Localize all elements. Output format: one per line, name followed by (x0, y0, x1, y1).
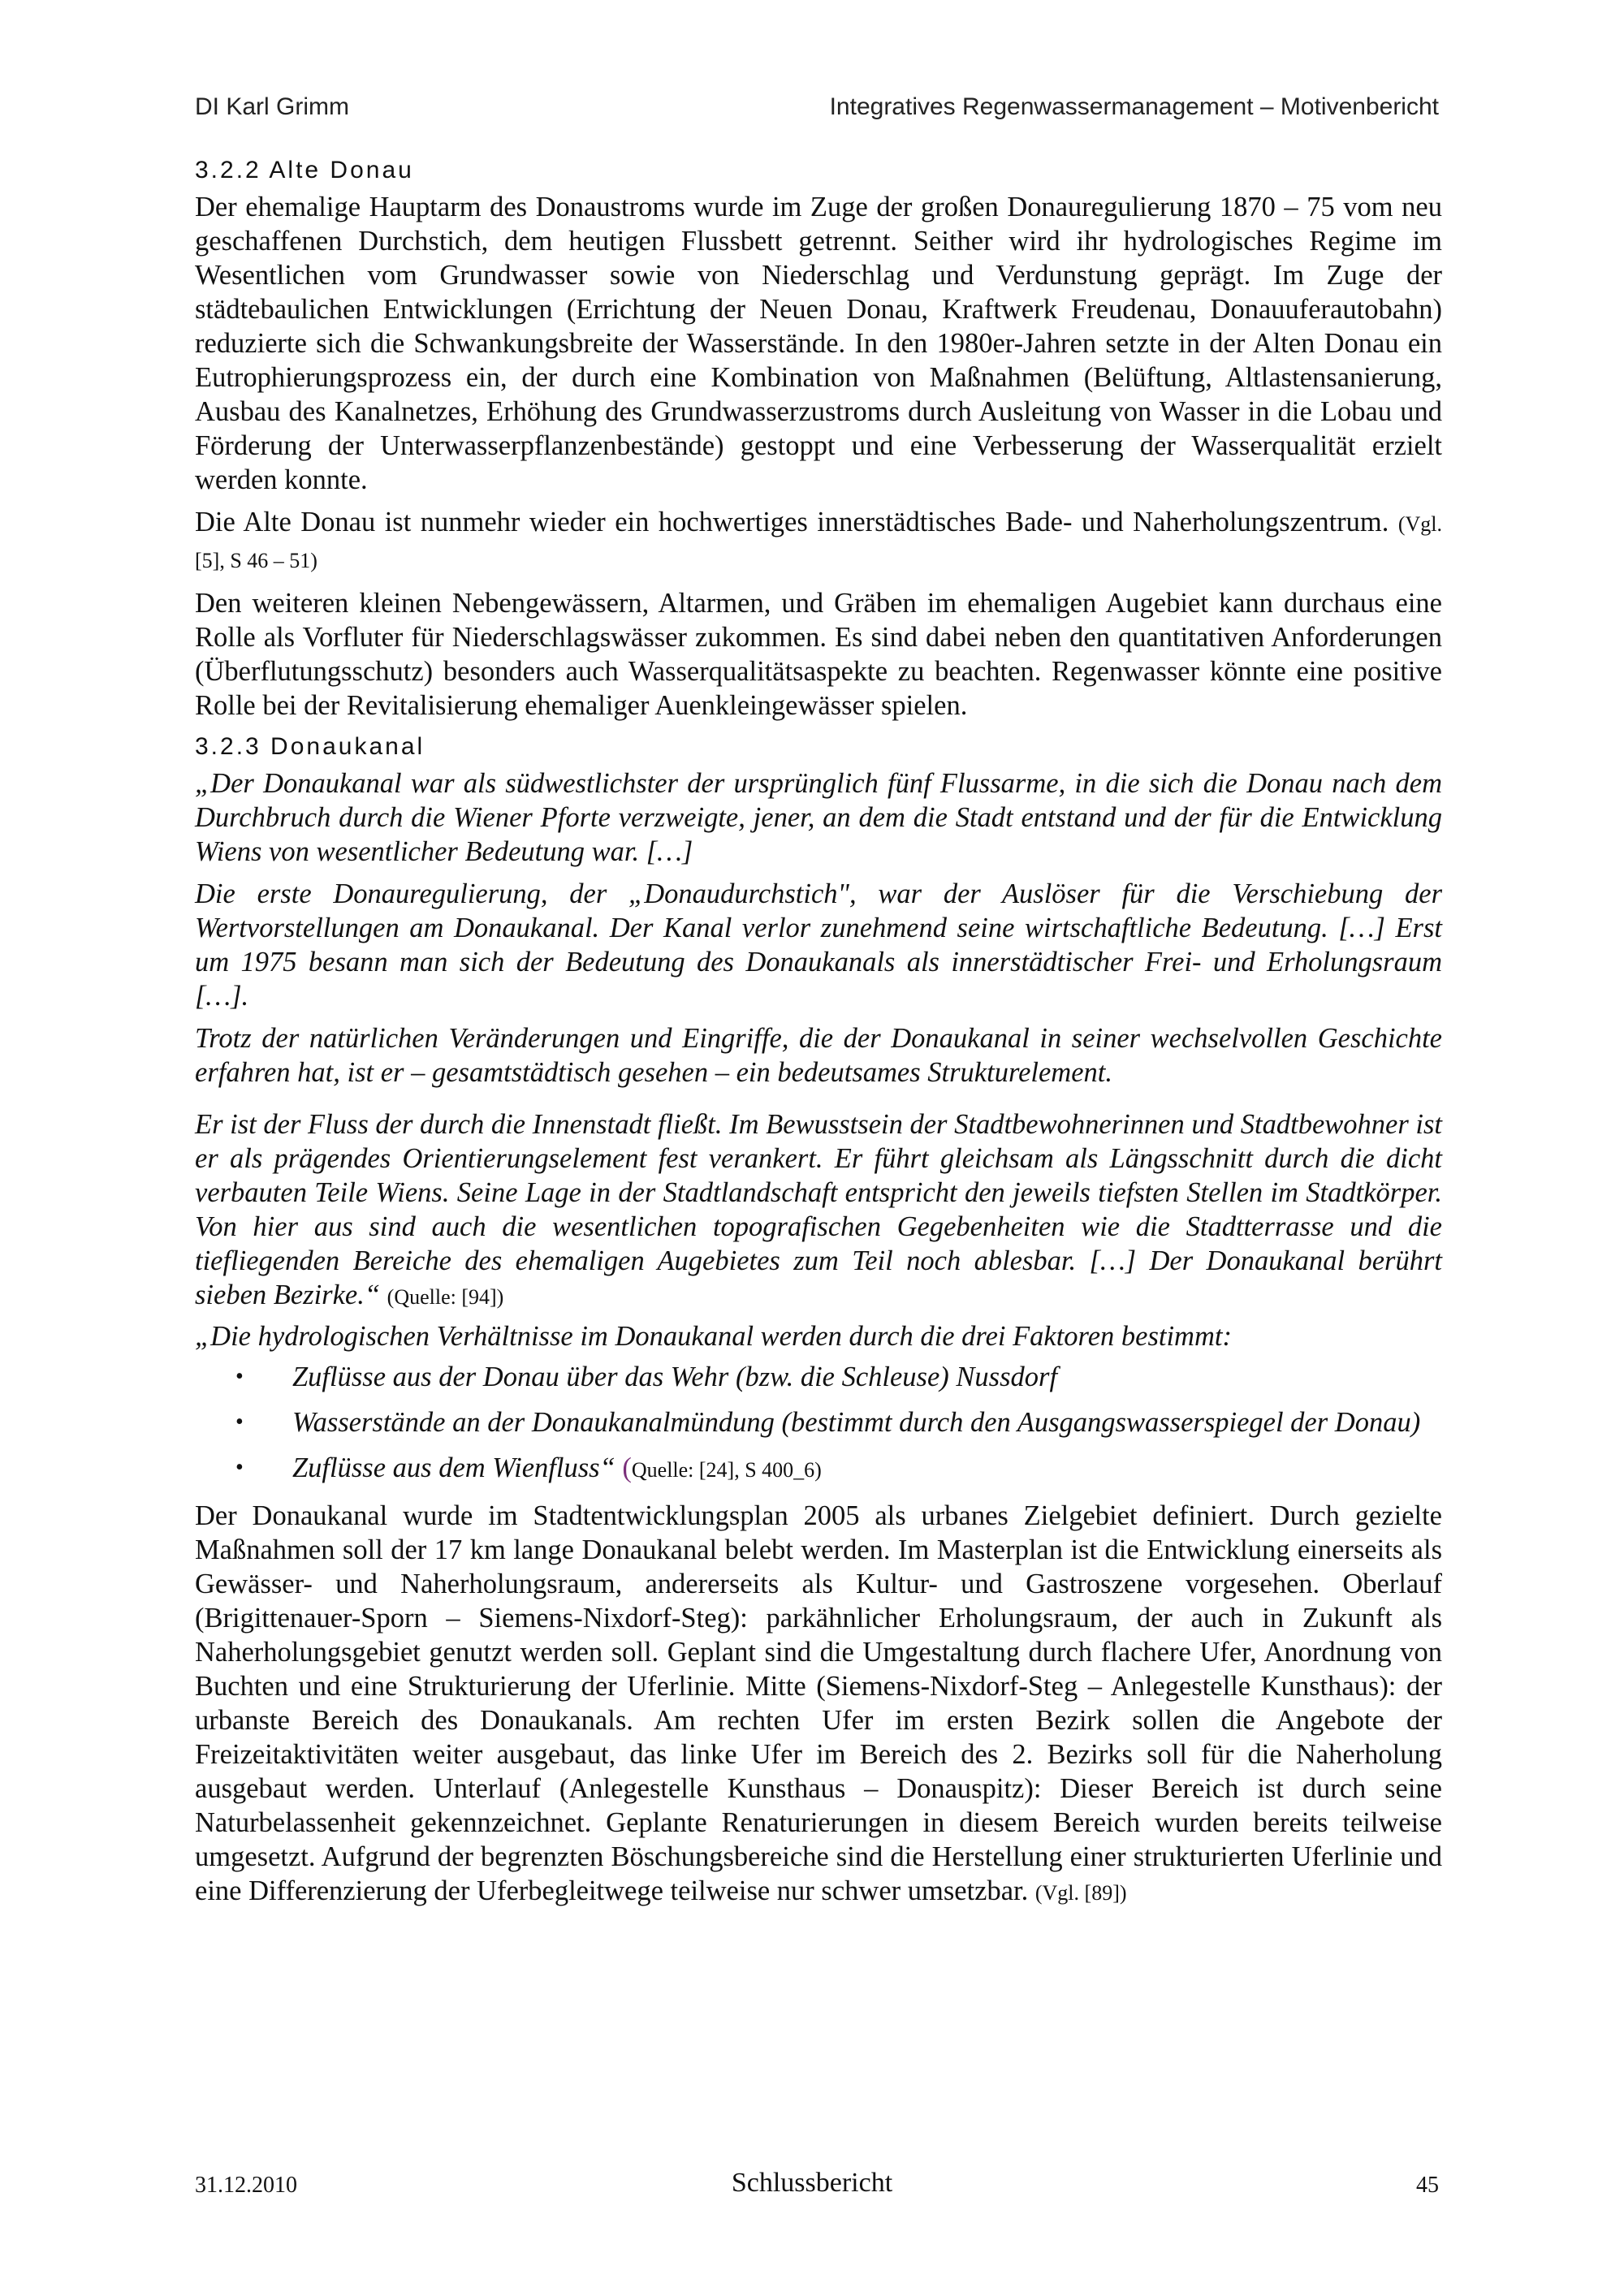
quote-paragraph: „Die hydrologischen Verhältnisse im Donaukanal werden durch die drei Faktoren bestimmt: (195, 1321, 1232, 1352)
citation: (Quelle: [94]) (387, 1285, 504, 1309)
list-item: • Zuflüsse aus der Donau über das Wehr (bzw. die Schleuse) Nussdorf (235, 1362, 1058, 1392)
paragraph-text: Der Donaukanal wurde im Stadtentwicklungsplan 2005 als urbanes Zielgebiet definiert. Durch gezielte Maßnahmen soll der 17 km lange Donaukanal belebt werden. Im Masterplan ist die Entwicklung einerseits als Gewässer- und Naherholungsraum, andererseits als Kultur- und Gastroszene vorgesehen. Oberlauf (Brigittenauer-Sporn – Siemens-Nixdorf-Steg): parkähnlicher Erholungsraum, der auch in Zukunft als Naherholungsgebiet genutzt werden soll. Geplant sind die Umgestaltung durch flachere Ufer, Anordnung von Buchten und eine Strukturierung der Uferlinie. Mitte (Siemens-Nixdorf-Steg – Anlegestelle Kunsthaus): der urbanste Bereich des Donaukanals. Am rechten Ufer im ersten Bezirk sollen die Angebote der Freizeitaktivitäten weiter ausgebaut, das linke Ufer im Bereich des 2. Bezirks soll für die Naherholung ausgebaut werden. Unterlauf (Anlegestelle Kunsthaus – Donauspitz): Dieser Bereich ist durch seine Naturbelassenheit gekennzeichnet. Geplante Renaturierungen in diesem Bereich wurden bereits teilweise umgesetzt. Aufgrund der begrenzten Böschungsbereiche sind die Herstellung einer strukturierten Uferlinie und eine Differenzierung der Uferbegleitwege teilweise nur schwer umsetzbar. (195, 1500, 1442, 1906)
header-title: Integratives Regenwassermanagement – Motivenbericht (829, 93, 1439, 120)
citation-paren: ( (622, 1452, 632, 1483)
citation: (Vgl. [89]) (1034, 1881, 1127, 1905)
list-item: • Wasserstände an der Donaukanalmündung (bestimmt durch den Ausgangswasserspiegel der Donau) (235, 1407, 1421, 1438)
bullet-list (195, 1360, 1442, 1487)
document-body (195, 154, 1442, 1918)
section-heading-alte-donau: 3.2.2 Alte Donau (195, 157, 414, 183)
list-item: • Zuflüsse aus dem Wienfluss“ (Quelle: [24], S 400_6) (235, 1452, 822, 1483)
quote-paragraph (195, 1107, 1442, 1314)
citation: (Vgl. [5], S 46 – 51) (195, 512, 1443, 572)
bullet-icon: • (235, 1455, 244, 1480)
paragraph: Den weiteren kleinen Nebengewässern, Altarmen, und Gräben im ehemaligen Augebiet kann durchaus eine Rolle als Vorfluter für Niederschlagswässer zukommen. Es sind dabei neben den quantitativen Anforderungen (Überflutungsschutz) besonders auch Wasserqualitätsaspekte zu beachten. Regenwasser könnte eine positive Rolle bei der Revitalisierung ehemaliger Auenkleingewässer spielen. (195, 588, 1442, 721)
header-author: DI Karl Grimm (195, 93, 349, 120)
quote-text: Er ist der Fluss der durch die Innenstadt fließt. Im Bewusstsein der Stadtbewohnerinnen und Stadtbewohner ist er als prägendes Orientierungselement fest verankert. Er führt gleichsam als Längsschnitt durch die dicht verbauten Teile Wiens. Seine Lage in der Stadtlandschaft entspricht den jeweils tiefsten Stellen im Stadtkörper. Von hier aus sind auch die wesentlichen topografischen Gegebenheiten wie die Stadtterrasse und die tiefliegenden Bereiche des ehemaligen Augebietes zum Teil noch ablesbar. […] Der Donaukanal berührt sieben Bezirke.“ (195, 1109, 1442, 1310)
paragraph: Der ehemalige Hauptarm des Donaustroms wurde im Zuge der großen Donauregulierung 1870 – 75 vom neu geschaffenen Durchstich, dem heutigen Flussbett getrennt. Seither wird ihr hydrologisches Regime im Wesentlichen vom Grundwasser sowie von Niederschlag und Verdunstung geprägt. Im Zuge der städtebaulichen Entwicklungen (Errichtung der Neuen Donau, Kraftwerk Freudenau, Donauuferautobahn) reduzierte sich die Schwankungsbreite der Wasserstände. In den 1980er-Jahren setzte in der Alten Donau ein Eutrophierungsprozess ein, der durch eine Kombination von Maßnahmen (Belüftung, Altlastensanierung, Ausbau des Kanalnetzes, Erhöhung des Grundwasserzustroms durch Ausleitung von Wasser in die Lobau und Förderung der Unterwasserpflanzenbestände) gestoppt und eine Verbesserung der Wasserqualität erzielt werden konnte. (195, 192, 1442, 495)
footer-date: 31.12.2010 (195, 2173, 297, 2198)
paragraph (195, 505, 1442, 578)
page-number: 45 (1416, 2173, 1439, 2198)
bullet-icon: • (235, 1409, 244, 1435)
quote-paragraph: Trotz der natürlichen Veränderungen und Eingriffe, die der Donaukanal in seiner wechselvollen Geschichte erfahren hat, ist er – gesamtstädtisch gesehen – ein bedeutsames Strukturelement. (195, 1023, 1442, 1088)
paragraph-text: Die Alte Donau ist nunmehr wieder ein hochwertiges innerstädtisches Bade- und Naherholungszentrum. (195, 507, 1389, 537)
paragraph (195, 1499, 1442, 1910)
quote-paragraph: „Der Donaukanal war als südwestlichster der ursprünglich fünf Flussarme, in die sich die Donau nach dem Durchbruch durch die Wiener Pforte verzweigte, jener, an dem die Stadt entstand und der für die Entwicklung Wiens von wesentlicher Bedeutung war. […] (195, 768, 1442, 867)
quote-paragraph: Die erste Donauregulierung, der „Donaudurchstich", war der Auslöser für die Verschiebung der Wertvorstellungen am Donaukanal. Der Kanal verlor zunehmend seine wirtschaftliche Bedeutung. […] Erst um 1975 besann man sich der Bedeutung des Donaukanals als innerstädtischer Frei- und Erholungsraum […]. (195, 878, 1442, 1012)
citation: Quelle: [24], S 400_6) (631, 1458, 822, 1482)
bullet-icon: • (235, 1364, 244, 1389)
footer-title: Schlussbericht (731, 2168, 893, 2198)
section-heading-donaukanal: 3.2.3 Donaukanal (195, 733, 425, 760)
